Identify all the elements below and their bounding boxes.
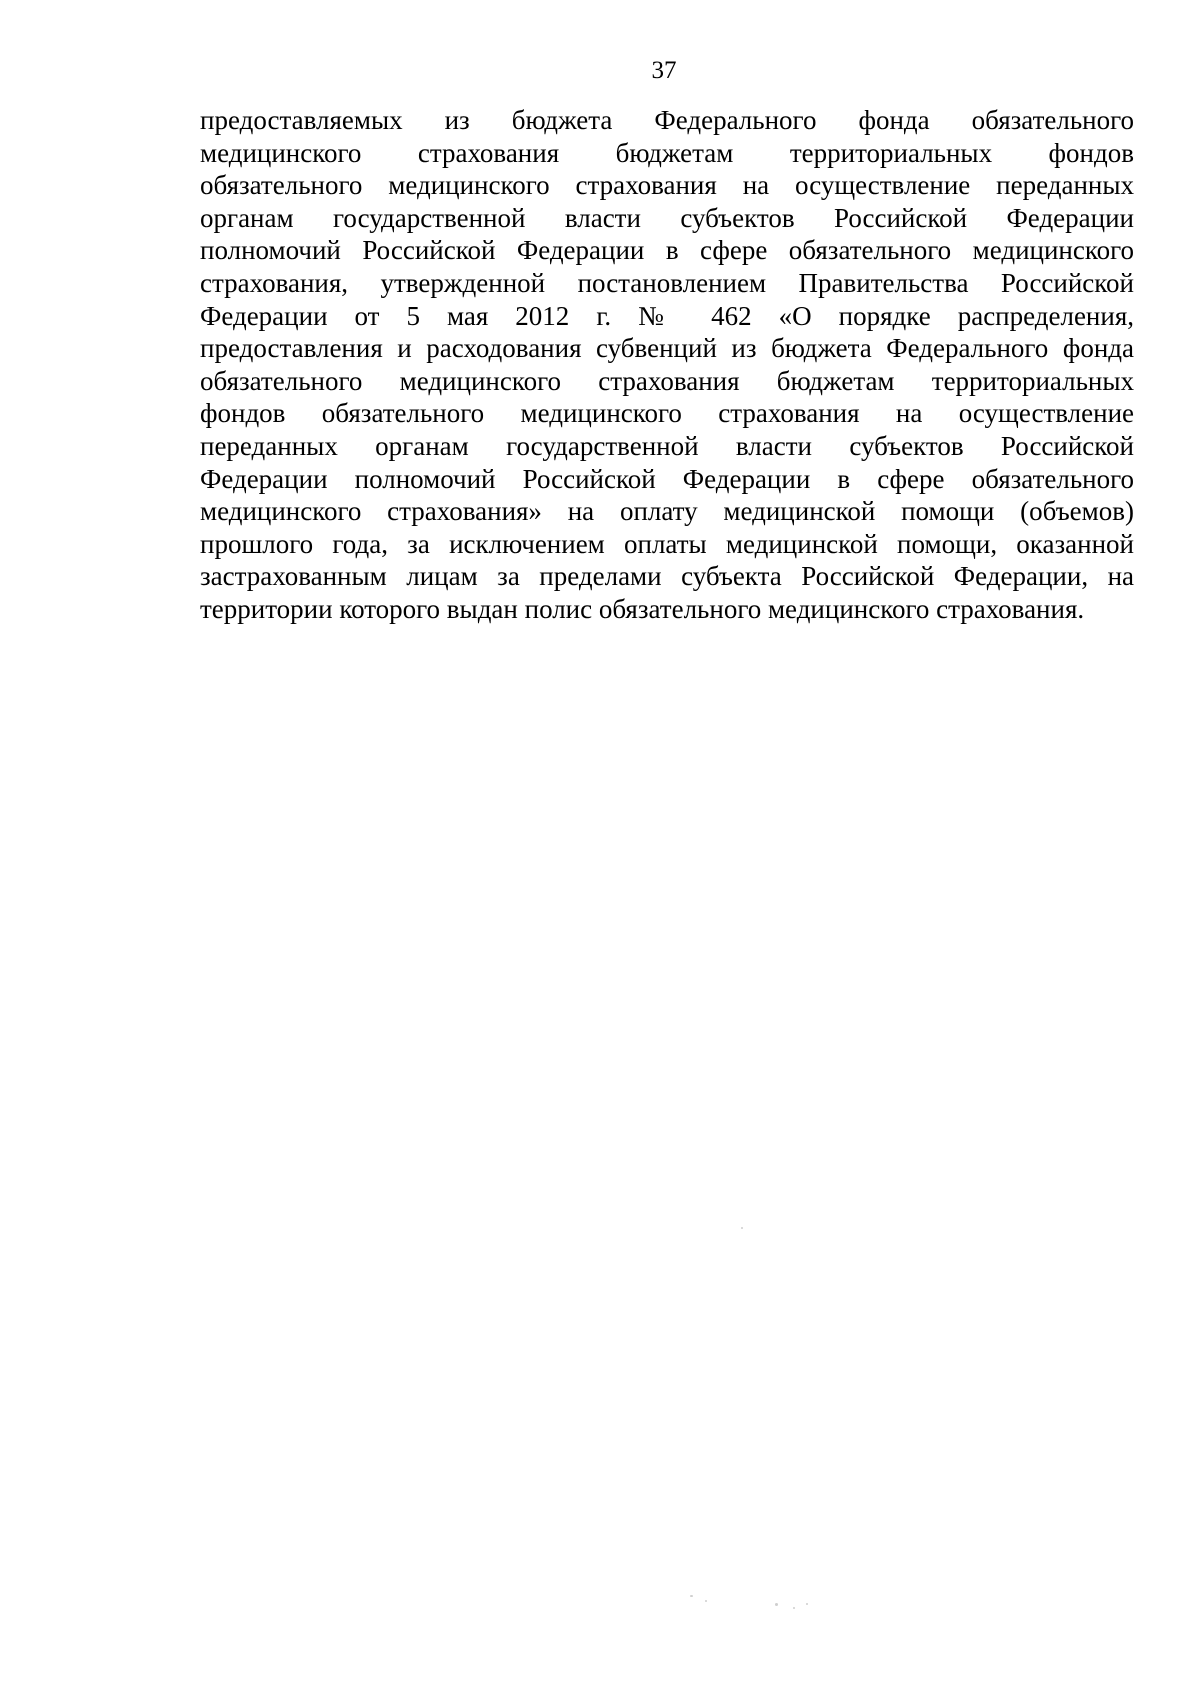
scan-speck (741, 1227, 743, 1229)
body-paragraph (200, 104, 1134, 626)
scan-speck (690, 1595, 693, 1597)
page-number: 37 (651, 57, 677, 84)
text-line: обязательного медицинского страхования бюджетам территориальных (200, 365, 1134, 396)
scan-speck (793, 1607, 795, 1609)
text-line: обязательного медицинского страхования на осуществление переданных (200, 170, 1134, 201)
text-line: полномочий Российской Федерации в сфере обязательного медицинского (200, 235, 1134, 266)
text-line: переданных органам государственной власти субъектов Российской (200, 430, 1134, 461)
text-line: прошлого года, за исключением оплаты медицинской помощи, оказанной (200, 528, 1134, 559)
text-line: предоставляемых из бюджета Федерального фонда обязательного (200, 105, 1134, 135)
text-line: застрахованным лицам за пределами субъекта Российской Федерации, на (200, 561, 1134, 592)
text-line: Федерации от 5 мая 2012 г. № 462 «О порядке распределения, (200, 300, 1134, 331)
text-line: медицинского страхования бюджетам территориальных фондов (200, 137, 1134, 168)
text-line: страхования, утвержденной постановлением Правительства Российской (200, 267, 1134, 298)
text-line: органам государственной власти субъектов Российской Федерации (200, 202, 1134, 233)
text-line: Федерации полномочий Российской Федерации в сфере обязательного (200, 463, 1134, 494)
scan-speck (705, 1600, 707, 1602)
scan-speck (775, 1603, 778, 1606)
text-line: фондов обязательного медицинского страхования на осуществление (200, 398, 1134, 429)
text-line: предоставления и расходования субвенций из бюджета Федерального фонда (200, 333, 1134, 364)
scan-speck (806, 1603, 808, 1605)
text-line: медицинского страхования» на оплату медицинской помощи (объемов) (200, 496, 1134, 527)
text-line: территории которого выдан полис обязательного медицинского страхования. (200, 593, 1085, 624)
